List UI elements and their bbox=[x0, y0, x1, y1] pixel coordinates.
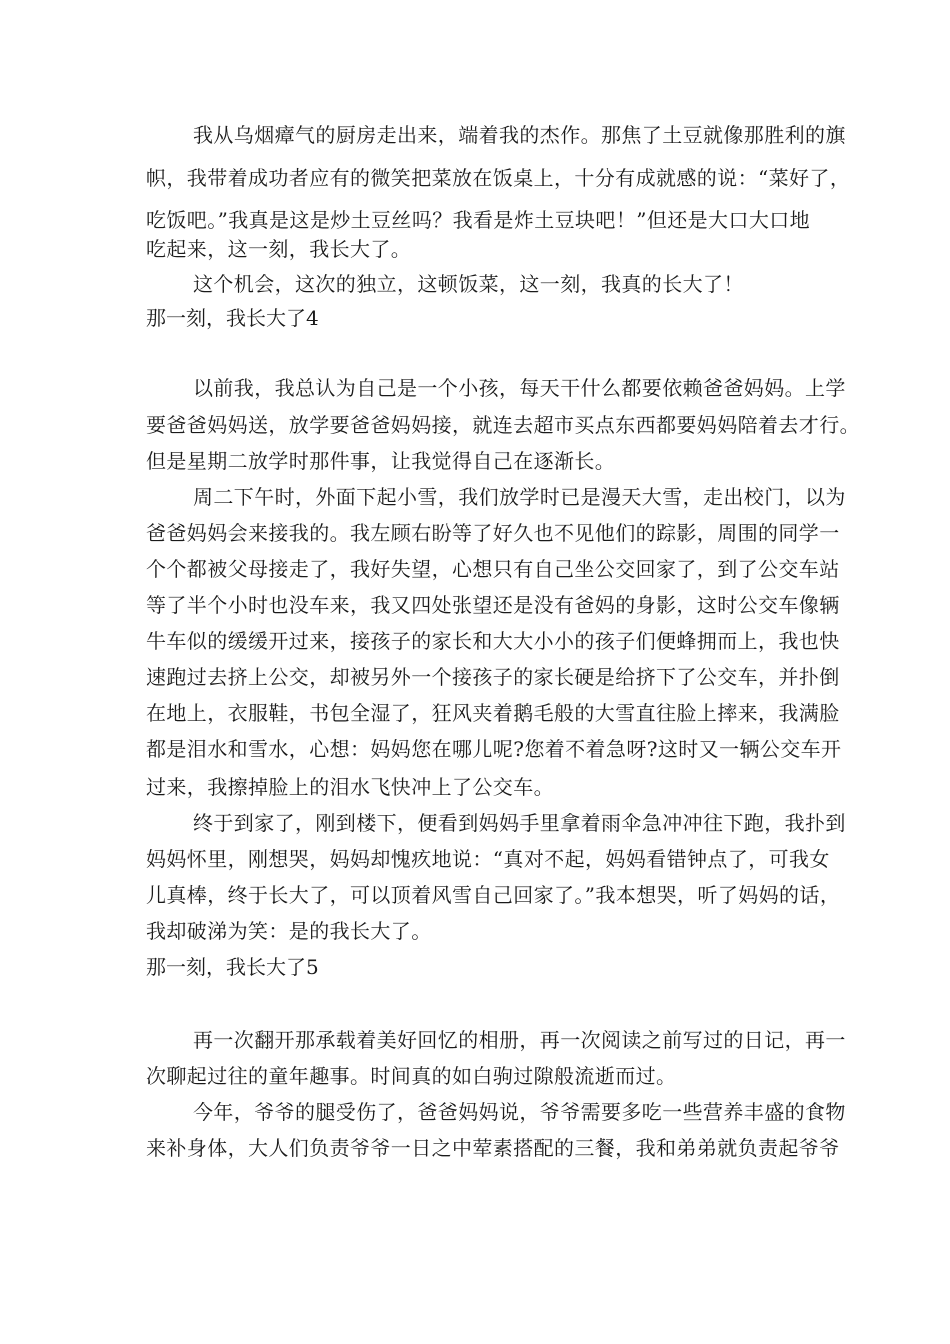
text-line: 这个机会，这次的独立，这顿饭菜，这一刻，我真的长大了！ bbox=[193, 272, 744, 296]
text-line: 来补身体，大人们负责爷爷一日之中荤素搭配的三餐，我和弟弟就负责起爷爷 bbox=[146, 1136, 840, 1160]
text-line: 过来，我擦掉脸上的泪水飞快冲上了公交车。 bbox=[146, 775, 554, 799]
text-line: 都是泪水和雪水，心想：妈妈您在哪儿呢?您着不着急呀?这时又一辆公交车开 bbox=[146, 737, 842, 761]
text-line: 妈妈怀里，刚想哭，妈妈却愧疚地说：“真对不起，妈妈看错钟点了，可我女 bbox=[146, 847, 830, 871]
text-line: 以前我，我总认为自己是一个小孩，每天干什么都要依赖爸爸妈妈。上学 bbox=[193, 376, 846, 400]
text-line: 爸爸妈妈会来接我的。我左顾右盼等了好久也不见他们的踪影，周围的同学一 bbox=[146, 521, 840, 545]
text-line: 等了半个小时也没车来，我又四处张望还是没有爸妈的身影，这时公交车像辆 bbox=[146, 593, 840, 617]
text-line: 在地上，衣服鞋，书包全湿了，狂风夹着鹅毛般的大雪直往脸上摔来，我满脸 bbox=[146, 701, 840, 725]
text-line: 我从乌烟瘴气的厨房走出来，端着我的杰作。那焦了土豆就像那胜利的旗 bbox=[193, 123, 846, 147]
text-line: 吃饭吧。”我真是这是炒土豆丝吗？我看是炸土豆块吧！”但还是大口大口地 bbox=[146, 208, 811, 232]
text-line: 速跑过去挤上公交，却被另外一个接孩子的家长硬是给挤下了公交车，并扑倒 bbox=[146, 665, 840, 689]
text-line: 再一次翻开那承载着美好回忆的相册，再一次阅读之前写过的日记，再一 bbox=[193, 1028, 846, 1052]
text-line: 个个都被父母接走了，我好失望，心想只有自己坐公交回家了，到了公交车站 bbox=[146, 557, 840, 581]
section-heading: 那一刻，我长大了5 bbox=[146, 955, 319, 979]
text-line: 次聊起过往的童年趣事。时间真的如白驹过隙般流逝而过。 bbox=[146, 1064, 677, 1088]
text-line: 儿真棒，终于长大了，可以顶着风雪自己回家了。”我本想哭，听了妈妈的话， bbox=[146, 883, 841, 907]
text-line: 周二下午时，外面下起小雪，我们放学时已是漫天大雪，走出校门，以为 bbox=[193, 485, 846, 509]
text-line: 终于到家了，刚到楼下，便看到妈妈手里拿着雨伞急冲冲往下跑，我扑到 bbox=[193, 811, 846, 835]
text-line: 要爸爸妈妈送，放学要爸爸妈妈接，就连去超市买点东西都要妈妈陪着去才行。 bbox=[146, 413, 860, 437]
section-heading: 那一刻，我长大了4 bbox=[146, 306, 319, 330]
text-line: 牛车似的缓缓开过来，接孩子的家长和大大小小的孩子们便蜂拥而上，我也快 bbox=[146, 629, 840, 653]
text-line: 帜，我带着成功者应有的微笑把菜放在饭桌上，十分有成就感的说：“菜好了， bbox=[146, 166, 851, 190]
text-line: 吃起来，这一刻，我长大了。 bbox=[146, 237, 412, 261]
text-line: 但是星期二放学时那件事，让我觉得自己在逐渐长。 bbox=[146, 449, 616, 473]
text-line: 今年，爷爷的腿受伤了，爸爸妈妈说，爷爷需要多吃一些营养丰盛的食物 bbox=[193, 1100, 846, 1124]
text-line: 我却破涕为笑：是的我长大了。 bbox=[146, 919, 432, 943]
